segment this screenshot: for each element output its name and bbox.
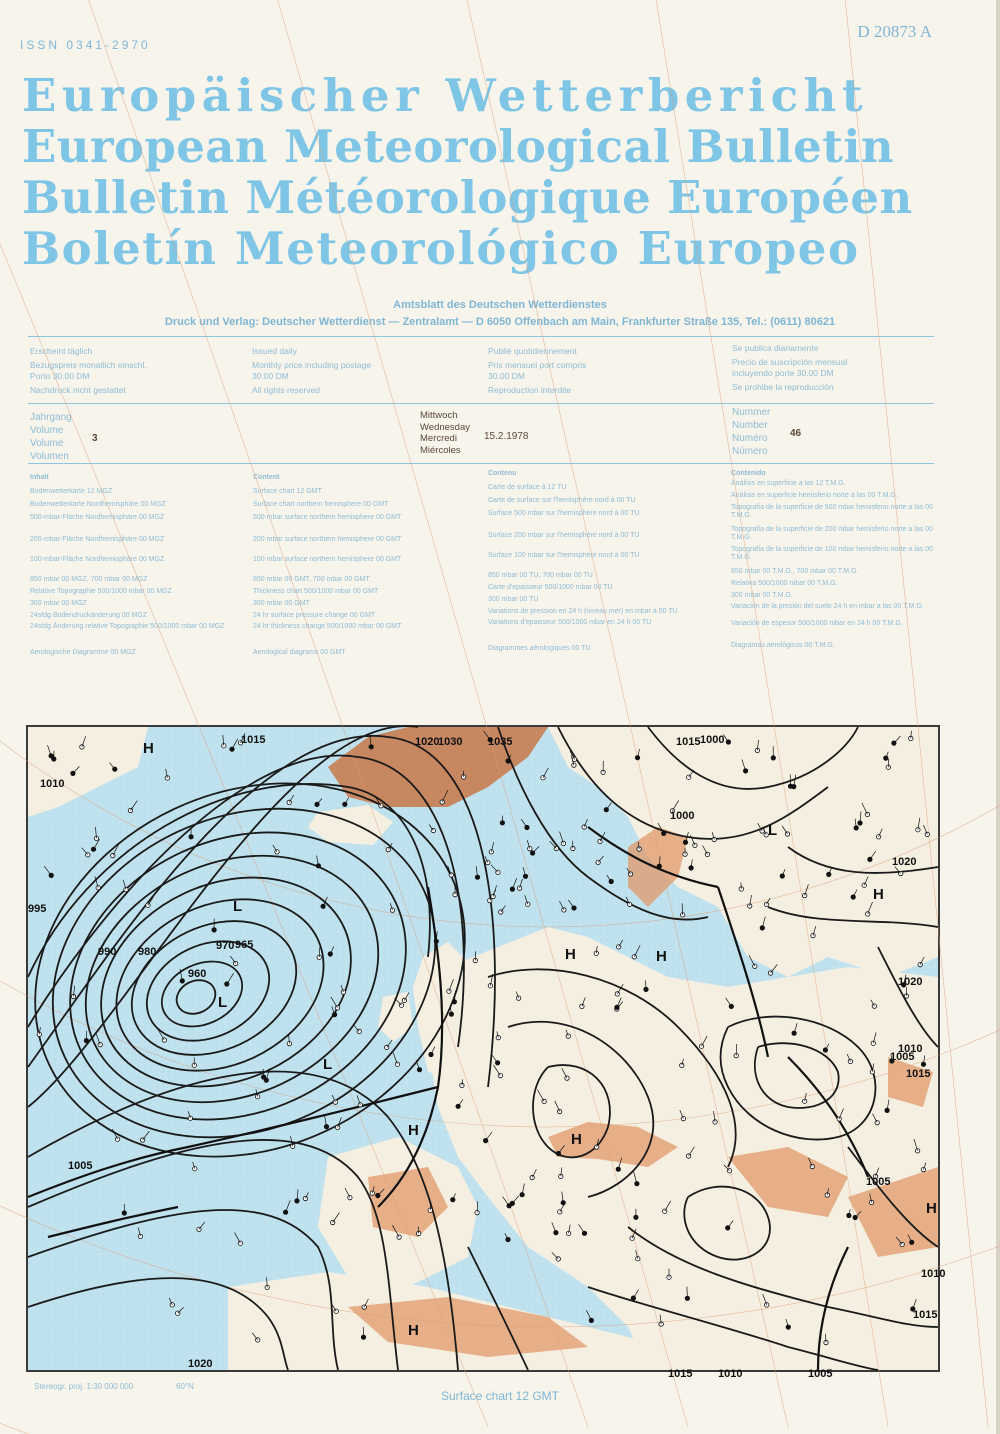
contents-item: 200 mbar surface northern hemisphere 00 GMT [253,536,402,543]
contents-item: 500-mbar-Fläche Nordhemisphäre 00 MGZ [30,514,165,521]
contents-german [30,474,225,656]
contents-item: Topografía de la superficie de 500 mbar hemisferio norte a las 00 T.M.G. [731,504,933,519]
station-symbol [565,1076,569,1080]
station-symbol [921,1167,925,1171]
station-symbol [506,759,510,763]
masthead-titles [22,70,942,274]
contents-french [488,470,678,652]
wind-barb [736,1044,737,1056]
title-spanish: Boletín Meteorológico Europeo [22,222,860,275]
low-pressure-center: L [323,1056,333,1073]
issue-date: 15.2.1978 [484,431,529,442]
weekday-label: Mercredi [420,433,457,444]
wind-barb [646,980,647,989]
price-text: Prix mensuel port compris 30.00 DM [488,360,587,381]
station-symbol [491,894,495,898]
isobar-value-label: 1015 [676,736,701,748]
contents-item: 24 hr thickness change 500/1000 mbar 00 GMT [253,623,402,630]
wind-barb [430,1202,431,1210]
contents-spanish [731,470,933,649]
station-symbol [743,769,747,773]
wind-barb [263,1069,264,1077]
pricing-french [488,346,688,396]
divider [28,336,934,337]
station-symbol [96,886,100,890]
station-symbol [287,800,291,804]
isobar-value-label: 1010 [40,778,65,790]
station-symbol [496,1035,500,1039]
station-symbol [681,1116,685,1120]
contents-item: Bodenwetterkarte 12 MGZ [30,488,113,495]
number-label: Numéro [732,433,768,444]
station-symbol [925,832,929,836]
isobar-value-label: 1020 [898,976,923,988]
isobar-value-label: 965 [235,939,254,951]
contents-item: 850 mbar 00 T.M.G., 700 mbar 00 T.M.G. [731,568,859,575]
issued-text: Publié quotidiennement [488,346,577,356]
weekday-label: Miércoles [420,444,461,456]
isobar-value-label: 960 [188,968,207,980]
station-symbol [397,1235,401,1239]
isobar-value-label: 1010 [898,1043,923,1055]
contents-item: 24 hr surface pressure change 00 GMT [253,612,376,619]
contents-item: 300 mbar 00 TU [488,596,539,603]
isobar-value-label: 1005 [866,1176,891,1188]
contents-item: 500 mbar surface northern hemisphere 00 GMT [253,514,402,521]
isobar-value-label: 1000 [700,734,725,746]
station-symbol [333,1100,337,1104]
contents-item: 300 mbar 00 T.M.G. [731,592,793,599]
pricing-german [30,346,230,396]
isobar-value-label: 1020 [415,736,440,748]
station-symbol [170,1303,174,1307]
contents-item: Variations de pression en 24 h (niveau mer) en mbar à 00 TU [488,608,678,615]
title-english: European Meteorological Bulletin [22,120,894,173]
station-symbol [561,841,565,845]
price-text: Bezugspreis monatlich einschl. Porto 30.00 DM [30,360,147,381]
station-symbol [910,1240,914,1244]
contents-item: Surface 100 mbar sur l'hemisphère nord à 00 TU [488,552,640,559]
contents-item: Surface 500 mbar sur l'hemisphère nord à 00 TU [488,510,640,517]
rights-text: Nachdruck nicht gestattet [30,385,126,395]
station-symbol [447,989,451,993]
contents-item: 200-mbar-Fläche Nordhemisphäre 00 MGZ [30,536,165,543]
low-pressure-center: L [233,898,243,915]
price-text: Precio de suscripción mensual incluyendo porte 30.00 DM [732,357,848,378]
isobar-value-label: 980 [138,946,157,958]
contents-item: Relativa 500/1000 mbar 00 T.M.G. [731,580,838,587]
volume-value: 3 [92,433,98,444]
contents-heading: Contenido [731,470,766,477]
contents-item: Aerologische Diagramme 00 MGZ [30,649,136,656]
projection-note: Stereogr. proj. 1:30 000 000 [34,1382,134,1391]
contents-item: 300 mbar 00 MGZ [30,600,87,607]
station-symbol [348,1195,352,1199]
station-symbol [91,847,95,851]
isobar-value-label: 1015 [906,1068,931,1080]
station-symbol [582,1231,586,1235]
isobar-value-label: 1030 [438,736,463,748]
contents-item: Análisis en superficie a las 12 T.M.G. [731,480,846,487]
latitude-note: 60°N [176,1382,194,1391]
isobar-value-label: 1005 [808,1368,833,1380]
high-pressure-center: H [408,1322,419,1339]
contents-item: Carte de surface à 12 TU [488,484,567,491]
issued-text: Se publica diariamente [732,343,819,353]
volume-label: Volumen [30,451,69,462]
map-caption: Surface chart 12 GMT [440,1389,560,1403]
contents-item: 24stdg Bodendruckänderung 00 MGZ [30,612,148,619]
station-symbol [80,745,84,749]
station-symbol [566,1034,570,1038]
isobar-value-label: 1015 [668,1368,693,1380]
station-symbol [827,872,831,876]
rights-text: Reproduction interdite [488,385,572,395]
contents-item: 850 mbar 00 TU, 700 mbar 00 TU [488,572,593,579]
contents-item: Thickness chart 500/1000 mbar 00 GMT [253,588,379,595]
station-symbol [498,1073,502,1077]
surface-weather-map [26,725,946,1380]
pricing-spanish [732,343,932,393]
contents-item: 24stdg Änderung relative Topographie 500/1000 mbar 00 MGZ [30,623,225,630]
publisher-line: Druck und Verlag: Deutscher Wetterdienst — Zentralamt — D 6050 Offenbach am Main, Frankfurter Straße 135, Tel.: (0611) 80621 [164,316,836,328]
rights-text: All rights reserved [252,385,321,395]
contents-item: 100-mbar-Fläche Nordhemisphäre 00 MGZ [30,556,165,563]
station-symbol [554,1230,558,1234]
volume-label: Volume [30,438,64,449]
title-french: Bulletin Météorologique Européen [22,171,913,224]
isobar-value-label: 1010 [921,1268,946,1280]
number-label: Nummer [732,407,771,418]
high-pressure-center: H [656,948,667,965]
station-symbol [230,747,234,751]
station-symbol [456,1104,460,1108]
isobar-value-label: 1015 [913,1309,938,1321]
station-symbol [303,1196,307,1200]
issued-text: Erscheint täglich [30,346,93,356]
contents-item: Variations d'epaisseur 500/1000 mbar en 24 h 00 TU [488,619,652,626]
contents-item: Diagramas aerológicos 00 T.M.G. [731,642,835,649]
station-symbol [875,1120,879,1124]
contents-item: Relative Topographie 500/1000 mbar 00 MGZ [30,588,172,595]
issue-number: 46 [790,428,802,439]
contents-item: 850 mbar 00 MGZ, 700 mbar 00 MGZ [30,576,148,583]
contents-item: Análisis en superficie hemisferio norte a las 00 T.M.G. [731,492,898,499]
contents-heading: Contenu [488,470,517,477]
high-pressure-center: H [408,1122,419,1139]
isobar-value-label: 995 [28,903,47,915]
contents-item: Bodenwetterkarte Nordhemisphäre 00 MGZ [30,501,166,508]
contents-item: 300 mbar 00 GMT [253,600,310,607]
station-symbol [526,902,530,906]
contents-item: Topografía de la superficie de 100 mbar hemisferio norte a las 00 T.M.G. [731,546,933,561]
wind-barb [826,1334,827,1343]
contents-heading: Content [253,474,280,481]
number-labels [732,406,770,458]
divider [28,463,934,464]
weekday-labels [420,410,470,456]
station-symbol [358,1103,362,1107]
contents-heading: Inhalt [30,474,49,481]
pricing-english [252,346,452,396]
wind-barb [687,1287,688,1299]
high-pressure-center: H [143,740,154,757]
volume-label: Jahrgang [30,412,72,423]
station-symbol [138,1234,142,1238]
contents-item: Diagrammes aérologiques 00 TU [488,645,591,652]
issued-text: Issued daily [252,346,297,356]
station-symbol [868,857,872,861]
price-text: Monthly price including postage 30.00 DM [252,360,372,381]
isobar-value-label: 1015 [241,734,266,746]
document-number: D 20873 A [857,22,932,41]
official-gazette-line: Amtsblatt des Deutschen Wetterdienstes [393,299,607,311]
high-pressure-center: H [565,946,576,963]
station-symbol [562,908,566,912]
title-german: Europäischer Wetterbericht [22,69,869,122]
contents-item: Surface chart northern hemisphere 00 GMT [253,501,389,508]
page-edge [996,0,1000,1434]
station-symbol [604,808,608,812]
contents-item: Carte d'epaisseur 500/1000 mbar 00 TU [488,584,613,591]
isobar-value-label: 1000 [670,810,695,822]
contents-item: Surface 200 mbar sur l'hemisphère nord à 00 TU [488,532,640,539]
station-symbol [760,926,764,930]
contents-item: 850 mbar 00 GMT, 700 mbar 00 GMT [253,576,370,583]
volume-label: Volume [30,425,64,436]
low-pressure-center: L [768,822,778,839]
contents-item: Surface chart 12 GMT [253,488,322,495]
contents-item: Variación de la presión del suelo 24 h en mbar a las 00 T.M.G. [731,603,924,610]
contents-item: 100 mbar surface northern hemisphere 00 GMT [253,556,402,563]
station-symbol [915,1149,919,1153]
station-symbol [865,812,869,816]
station-symbol [598,839,602,843]
contents-item: Carte de surface sur l'hemisphère nord à 00 TU [488,497,636,504]
weather-map-canvas [28,727,946,1380]
high-pressure-center: H [571,1131,582,1148]
station-symbol [541,776,545,780]
station-symbol [705,852,709,856]
station-symbol [662,831,666,835]
wind-barb [418,1227,419,1234]
isobar-value-label: 1020 [892,856,917,868]
station-symbol [146,903,150,907]
contents-item: Variación de espesor 500/1000 mbar en 24 h 00 T.M.G. [731,620,903,627]
station-symbol [862,883,866,887]
station-symbol [866,912,870,916]
issn-number: ISSN 0341-2970 [20,38,151,52]
station-symbol [558,1210,562,1214]
high-pressure-center: H [926,1200,937,1217]
isobar-value-label: 1020 [188,1358,213,1370]
volume-labels [30,411,72,463]
isobar-value-label: 970 [216,940,235,952]
contents-item: Topografía de la superficie de 200 mbar hemisferio norte a las 00 T.M.G. [731,526,933,541]
isobar-value-label: 1010 [718,1368,743,1380]
rights-text: Se prohibe la reproducción [732,382,834,392]
number-label: Number [732,420,768,431]
high-pressure-center: H [873,886,884,903]
station-symbol [370,1191,374,1195]
weekday-label: Wednesday [420,421,470,433]
number-label: Número [732,446,768,457]
isobar-value-label: 1005 [68,1160,93,1172]
isobar-value-label: 990 [98,946,117,958]
isobar-value-label: 1035 [488,736,513,748]
contents-item: Aerological diagrams 00 GMT [253,649,346,656]
weekday-label: Mittwoch [420,410,458,421]
contents-english [253,474,402,656]
low-pressure-center: L [218,994,228,1011]
station-symbol [98,1042,102,1046]
divider [28,403,934,404]
isobar-value-label: 1005 [890,1051,915,1063]
